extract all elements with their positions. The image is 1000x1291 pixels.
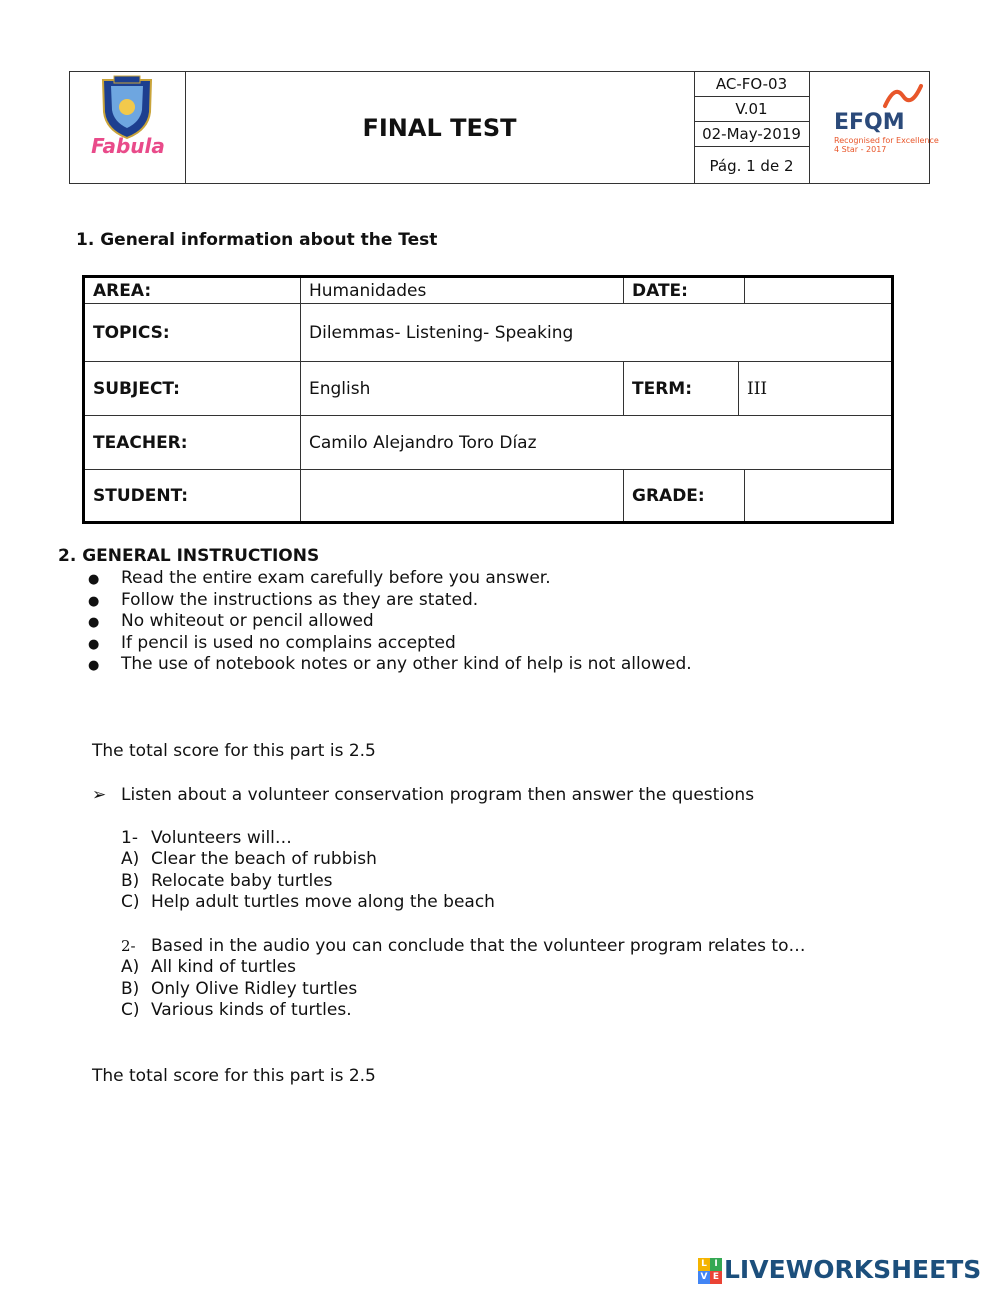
subject-label: SUBJECT: — [93, 378, 180, 399]
table-row — [85, 362, 891, 416]
list-item: ● If pencil is used no complains accepted — [88, 633, 692, 655]
table-row — [85, 470, 891, 521]
grade-label: GRADE: — [623, 470, 744, 521]
doc-code: AC-FO-03 — [694, 72, 809, 97]
option-1a[interactable]: A) Clear the beach of rubbish — [121, 849, 377, 869]
efqm-line1: Recognised for Excellence — [834, 136, 939, 145]
bullet-icon: ● — [88, 658, 100, 673]
option-2c[interactable]: C) Various kinds of turtles. — [121, 1000, 352, 1020]
arrow-icon: ➢ — [92, 785, 107, 805]
topics-value: Dilemmas- Listening- Speaking — [300, 304, 891, 361]
date-field[interactable] — [744, 278, 891, 303]
question-number: 1- — [121, 828, 138, 848]
term-value: III — [738, 362, 891, 415]
student-field[interactable] — [300, 470, 623, 521]
term-label: TERM: — [623, 362, 738, 415]
header-table — [69, 71, 939, 184]
grade-field[interactable] — [744, 470, 891, 521]
score-text-2: The total score for this part is 2.5 — [92, 1066, 376, 1086]
teacher-label: TEACHER: — [93, 432, 188, 453]
bullet-icon: ● — [88, 615, 100, 630]
list-item: ● Read the entire exam carefully before you answer. — [88, 568, 692, 590]
table-row — [85, 416, 891, 470]
efqm-line2: 4 Star - 2017 — [834, 145, 887, 154]
topics-label: TOPICS: — [93, 322, 170, 343]
option-2b[interactable]: B) Only Olive Ridley turtles — [121, 979, 358, 999]
option-1b[interactable]: B) Relocate baby turtles — [121, 871, 333, 891]
date-label: DATE: — [623, 278, 744, 303]
doc-page: Pág. 1 de 2 — [709, 157, 794, 175]
liveworksheets-badge-icon: L I V E — [698, 1258, 722, 1284]
table-row — [85, 304, 891, 362]
option-1c[interactable]: C) Help adult turtles move along the beach — [121, 892, 495, 912]
list-item: ● The use of notebook notes or any other kind of help is not allowed. — [88, 654, 692, 676]
page-title: FINAL TEST — [185, 72, 695, 183]
student-label: STUDENT: — [93, 485, 189, 506]
area-value: Humanidades — [300, 278, 623, 303]
list-item: ● No whiteout or pencil allowed — [88, 611, 692, 633]
subject-value: English — [300, 362, 623, 415]
document-codes — [694, 72, 810, 183]
school-logo-cell — [70, 72, 186, 183]
info-table — [82, 275, 894, 524]
efqm-swoosh-icon — [881, 82, 925, 110]
table-row — [85, 278, 891, 304]
question-number: 2- — [121, 937, 136, 955]
school-logo-text: Fabula — [91, 134, 165, 158]
listening-instruction: ➢ Listen about a volunteer conservation program then answer the questions — [92, 785, 755, 805]
instructions-list — [88, 568, 692, 676]
section2-title: 2. GENERAL INSTRUCTIONS — [58, 546, 320, 566]
area-label: AREA: — [93, 280, 152, 301]
school-crest-icon — [70, 72, 185, 183]
doc-date: 02-May-2019 — [694, 122, 809, 147]
doc-version: V.01 — [694, 97, 809, 122]
liveworksheets-brand[interactable]: LIVEWORKSHEETS — [724, 1255, 982, 1284]
bullet-icon: ● — [88, 636, 100, 652]
efqm-logo-cell — [809, 72, 939, 183]
question-1 — [121, 828, 292, 850]
section1-title: 1. General information about the Test — [76, 230, 438, 250]
bullet-icon: ● — [88, 593, 100, 609]
list-item: ● Follow the instructions as they are stated. — [88, 590, 692, 612]
score-text-1: The total score for this part is 2.5 — [92, 741, 376, 761]
question-text: Based in the audio you can conclude that the volunteer program relates to… — [151, 936, 806, 956]
question-2 — [121, 936, 805, 958]
bullet-icon: ● — [88, 572, 100, 587]
teacher-value: Camilo Alejandro Toro Díaz — [300, 416, 891, 469]
efqm-name: EFQM — [834, 110, 905, 135]
option-2a[interactable]: A) All kind of turtles — [121, 957, 296, 977]
question-text: Volunteers will… — [151, 828, 292, 848]
